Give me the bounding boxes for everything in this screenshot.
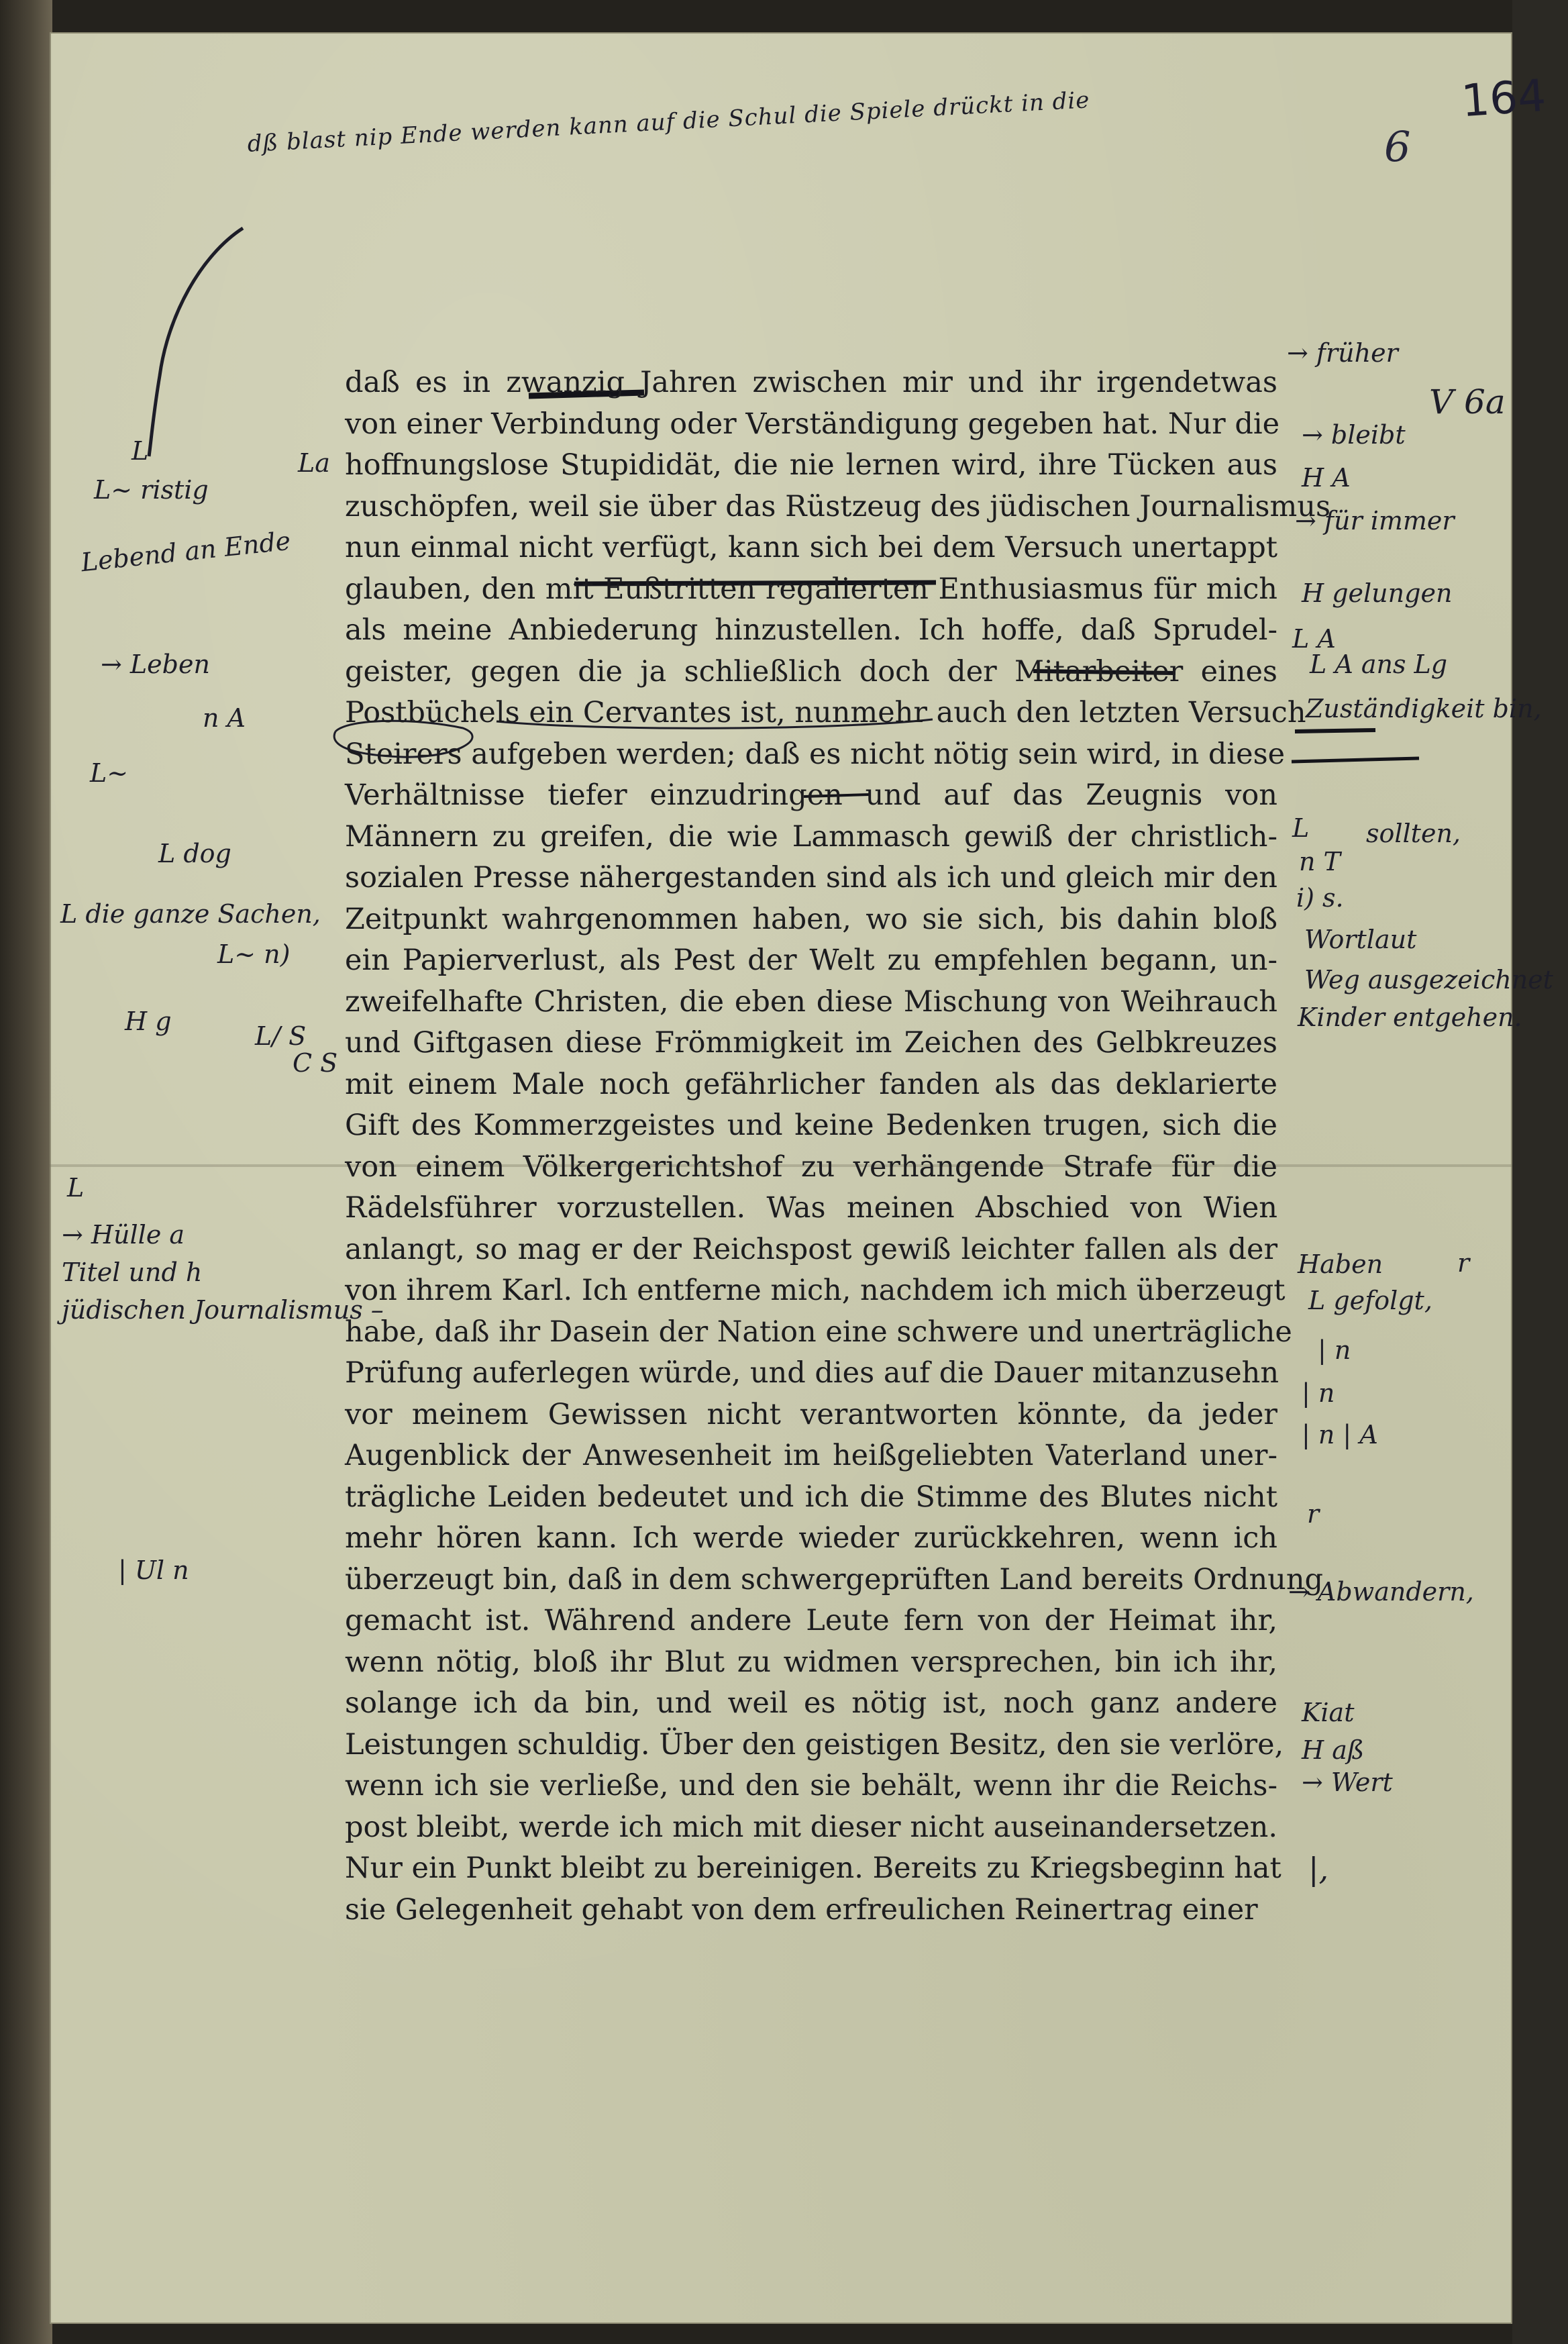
left-margin-note: → Hülle a — [62, 1220, 185, 1250]
right-margin-note: → früher — [1287, 338, 1398, 368]
text-line: trägliche Leiden bedeutet und ich die Stimme des Blutes nicht — [345, 1480, 1277, 1514]
text-line: und Giftgasen diese Frömmigkeit im Zeichen des Gelbkreuzes — [345, 1026, 1277, 1060]
text-line: habe, daß ihr Dasein der Nation eine schwere und unerträgliche — [345, 1315, 1292, 1349]
text-line: Verhältnisse tiefer einzudringen und auf das Zeugnis von — [345, 778, 1277, 812]
text-line: überzeugt bin, daß in dem schwergeprüften Land bereits Ordnung — [345, 1562, 1324, 1596]
text-line: Steirers aufgeben werden; daß es nicht nötig sein wird, in diese — [345, 737, 1286, 771]
left-margin-note: La — [298, 448, 330, 478]
right-margin-note: n T — [1299, 847, 1341, 876]
right-margin-note: | n — [1302, 1378, 1335, 1408]
text-line: Prüfung auferlegen würde, und dies auf die Dauer mitanzusehn — [345, 1356, 1279, 1390]
right-margin-note: L A ans Lg — [1310, 650, 1448, 679]
left-margin-note: jüdischen Journalismus – — [62, 1295, 384, 1325]
right-margin-note: Wortlaut — [1304, 925, 1417, 954]
binding-edge — [0, 0, 52, 2344]
right-margin-note: → bleibt — [1302, 420, 1406, 450]
right-margin-note: L — [1292, 813, 1310, 843]
text-line: ein Papierverlust, als Pest der Welt zu empfehlen begann, un- — [345, 944, 1277, 977]
left-margin-note: L — [67, 1173, 85, 1203]
left-margin-note: L — [132, 436, 149, 466]
right-margin-note: H gelungen — [1302, 578, 1453, 608]
text-line: Leistungen schuldig. Über den geistigen Besitz, den sie verlöre, — [345, 1727, 1284, 1762]
left-margin-note: L dog — [158, 839, 231, 868]
text-line: Männern zu greifen, die wie Lammasch gewiß der christlich- — [345, 819, 1277, 854]
text-line: Augenblick der Anwesenheit im heißgeliebten Vaterland uner- — [345, 1439, 1277, 1472]
right-margin-note: L gefolgt, — [1308, 1286, 1432, 1315]
right-margin-note: H A — [1302, 463, 1351, 493]
right-margin-note: Haben — [1298, 1250, 1383, 1279]
left-margin-note: → Leben — [101, 650, 210, 679]
left-margin-note: n A — [203, 703, 246, 733]
text-line: sie Gelegenheit gehabt von dem erfreulichen Reinertrag einer — [345, 1892, 1258, 1927]
right-margin-note: | n — [1318, 1335, 1351, 1365]
right-margin-note: sollten, — [1366, 819, 1461, 848]
top-handwritten-note: dß blast nip Ende werden kann auf die Schul die Spiele drückt in die — [246, 87, 1091, 158]
left-margin-note: Lebend an Ende — [79, 525, 293, 578]
text-line: gemacht ist. Während andere Leute fern von der Heimat ihr, — [345, 1604, 1277, 1637]
left-margin-note: C S — [293, 1048, 338, 1078]
text-line: zuschöpfen, weil sie über das Rüstzeug des jüdischen Journalismus — [345, 489, 1331, 523]
right-margin-note: Zuständigkeit bin, — [1306, 694, 1542, 723]
text-line: anlangt, so mag er der Reichspost gewiß leichter fallen als der — [345, 1232, 1277, 1266]
right-margin-note: V 6a — [1429, 383, 1506, 421]
folio-number: 164 — [1459, 69, 1548, 128]
right-margin-note: |, — [1308, 1851, 1329, 1887]
text-line: hoffnungslose Stupididät, die nie lernen wird, ihre Tücken aus — [345, 448, 1277, 482]
text-line: sozialen Presse nähergestanden sind als ich und gleich mir den — [345, 861, 1277, 895]
text-line: vor meinem Gewissen nicht verantworten könnte, da jeder — [345, 1397, 1277, 1431]
text-line: Rädelsführer vorzustellen. Was meinen Abschied von Wien — [345, 1191, 1277, 1225]
text-line: Gift des Kommerzgeistes und keine Bedenken trugen, sich die — [345, 1109, 1277, 1142]
right-margin-note: Weg ausgezeichnet — [1304, 965, 1553, 995]
left-margin-note: L die ganze Sachen, — [60, 899, 321, 929]
right-margin-note: r — [1307, 1499, 1320, 1529]
right-margin-note: | n | A — [1302, 1420, 1378, 1449]
right-margin-note: Kinder entgehen. — [1298, 1003, 1522, 1032]
right-margin-note: r — [1457, 1248, 1470, 1278]
text-line: wenn nötig, bloß ihr Blut zu widmen versprechen, bin ich ihr, — [345, 1645, 1277, 1679]
text-line: wenn ich sie verließe, und den sie behält, wenn ihr die Reichs- — [345, 1769, 1277, 1802]
text-line: glauben, den mit Eußtritten regalierten Enthusiasmus für mich — [345, 572, 1277, 606]
right-margin-note: i) s. — [1296, 883, 1344, 913]
text-line: geister, gegen die ja schließlich doch der Mitarbeiter eines — [345, 654, 1277, 689]
right-margin-note: → Abwandern, — [1288, 1577, 1474, 1607]
text-line: von einem Völkergerichtshof zu verhängende Strafe für die — [345, 1150, 1277, 1184]
text-line: von ihrem Karl. Ich entferne mich, nachdem ich mich überzeugt — [345, 1274, 1286, 1307]
right-margin-note: → Wert — [1302, 1768, 1393, 1797]
left-margin-note: H g — [125, 1007, 172, 1036]
left-margin-note: L~ ristig — [94, 475, 209, 505]
left-margin-note: Titel und h — [62, 1258, 203, 1287]
text-line: post bleibt, werde ich mich mit dieser nicht auseinandersetzen. — [345, 1810, 1277, 1844]
text-line: Postbüchels ein Cervantes ist, nunmehr auch den letzten Versuch — [345, 696, 1306, 729]
left-margin-note: | Ul n — [118, 1556, 189, 1585]
right-margin-note: Kiat — [1302, 1698, 1355, 1727]
left-margin-note: L~ — [90, 758, 129, 788]
left-margin-note: L/ S — [255, 1021, 307, 1051]
page-number: 6 — [1384, 122, 1411, 171]
text-line: als meine Anbiederung hinzustellen. Ich hoffe, daß Sprudel- — [345, 613, 1277, 647]
text-line: mehr hören kann. Ich werde wieder zurückkehren, wenn ich — [345, 1521, 1277, 1555]
right-margin-note: H aß — [1302, 1735, 1365, 1765]
text-line: daß es in zwanzig Jahren zwischen mir und ihr irgendetwas — [345, 366, 1277, 399]
text-line: von einer Verbindung oder Verständigung gegeben hat. Nur die — [345, 407, 1280, 441]
text-line: Nur ein Punkt bleibt zu bereinigen. Bereits zu Kriegsbeginn hat — [345, 1851, 1282, 1885]
left-margin-note: L~ n) — [217, 939, 291, 969]
scan-right-edge — [1512, 0, 1568, 2344]
text-line: zweifelhafte Christen, die eben diese Mischung von Weihrauch — [345, 984, 1277, 1019]
text-line: Zeitpunkt wahrgenommen haben, wo sie sich, bis dahin bloß — [345, 902, 1277, 936]
right-margin-note: → für immer — [1295, 506, 1455, 536]
right-margin-note: L A — [1292, 624, 1336, 654]
text-line: solange ich da bin, und weil es nötig ist, noch ganz andere — [345, 1686, 1277, 1720]
text-line: mit einem Male noch gefährlicher fanden als das deklarierte — [345, 1067, 1277, 1101]
text-line: nun einmal nicht verfügt, kann sich bei dem Versuch unertappt — [345, 531, 1277, 564]
